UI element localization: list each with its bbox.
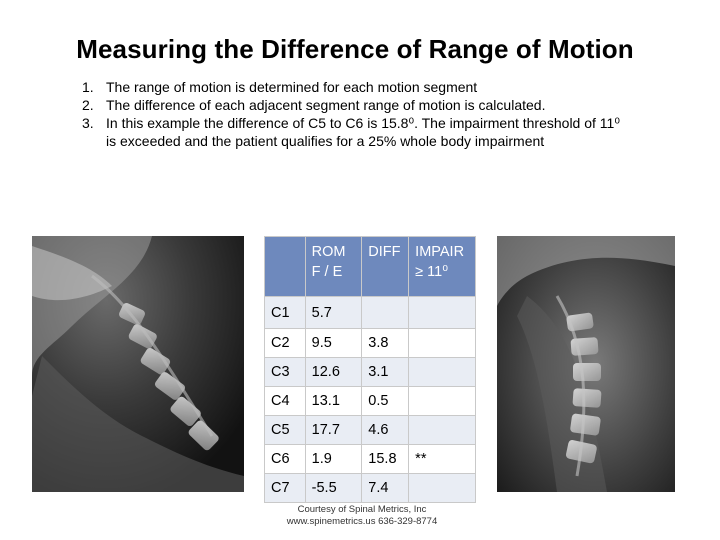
impair-cell [409, 358, 476, 387]
steps-list [82, 78, 622, 150]
column-header-rom: ROM F / E [305, 237, 362, 297]
table-row [265, 474, 476, 503]
rom-cell: 9.5 [305, 329, 362, 358]
segment-cell: C2 [265, 329, 306, 358]
xray-extension-image [497, 236, 675, 492]
table-row [265, 445, 476, 474]
xray-extension-graphic [497, 236, 675, 492]
impair-cell [409, 329, 476, 358]
impair-cell [409, 474, 476, 503]
step-item [82, 114, 622, 150]
diff-cell: 7.4 [362, 474, 409, 503]
impair-cell [409, 387, 476, 416]
column-header-diff: DIFF [362, 237, 409, 297]
xray-flexion-image [32, 236, 244, 492]
step-number: 3. [82, 115, 94, 131]
step-number: 2. [82, 97, 94, 113]
table-row [265, 387, 476, 416]
rom-cell: 13.1 [305, 387, 362, 416]
diff-cell: 0.5 [362, 387, 409, 416]
segment-cell: C6 [265, 445, 306, 474]
segment-cell: C5 [265, 416, 306, 445]
step-item [82, 96, 622, 114]
rom-cell: 12.6 [305, 358, 362, 387]
diff-cell: 3.1 [362, 358, 409, 387]
rom-cell: 1.9 [305, 445, 362, 474]
segment-cell: C4 [265, 387, 306, 416]
segment-cell: C1 [265, 297, 306, 329]
credit-company: Courtesy of Spinal Metrics, Inc [297, 504, 427, 515]
table-row [265, 329, 476, 358]
column-header-impair: IMPAIR ≥ 11⁰ [409, 237, 476, 297]
diff-cell: 15.8 [362, 445, 409, 474]
rom-cell: -5.5 [305, 474, 362, 503]
rom-cell: 5.7 [305, 297, 362, 329]
step-text: The range of motion is determined for each motion segment [106, 79, 478, 95]
xray-flexion-graphic [32, 236, 244, 492]
credit-note [244, 504, 480, 528]
rom-table [264, 236, 476, 503]
step-number: 1. [82, 79, 94, 95]
diff-cell [362, 297, 409, 329]
diff-cell: 3.8 [362, 329, 409, 358]
table-row [265, 358, 476, 387]
diff-cell: 4.6 [362, 416, 409, 445]
credit-contact: www.spinemetrics.us 636-329-8774 [286, 516, 438, 527]
impair-cell [409, 416, 476, 445]
table-row [265, 297, 476, 329]
step-text: The difference of each adjacent segment range of motion is calculated. [106, 97, 546, 113]
table-row [265, 416, 476, 445]
slide-title: Measuring the Difference of Range of Motion [76, 34, 634, 64]
segment-cell: C3 [265, 358, 306, 387]
table-header-row [265, 237, 476, 297]
rom-cell: 17.7 [305, 416, 362, 445]
segment-cell: C7 [265, 474, 306, 503]
step-item [82, 78, 622, 96]
column-header-segment [265, 237, 306, 297]
impair-cell: ** [409, 445, 476, 474]
step-text: In this example the difference of C5 to C6 is 15.8⁰. The impairment threshold of 11⁰ is exceeded and the patient qualifies for a 25% whole body impairment [106, 115, 620, 149]
impair-cell [409, 297, 476, 329]
